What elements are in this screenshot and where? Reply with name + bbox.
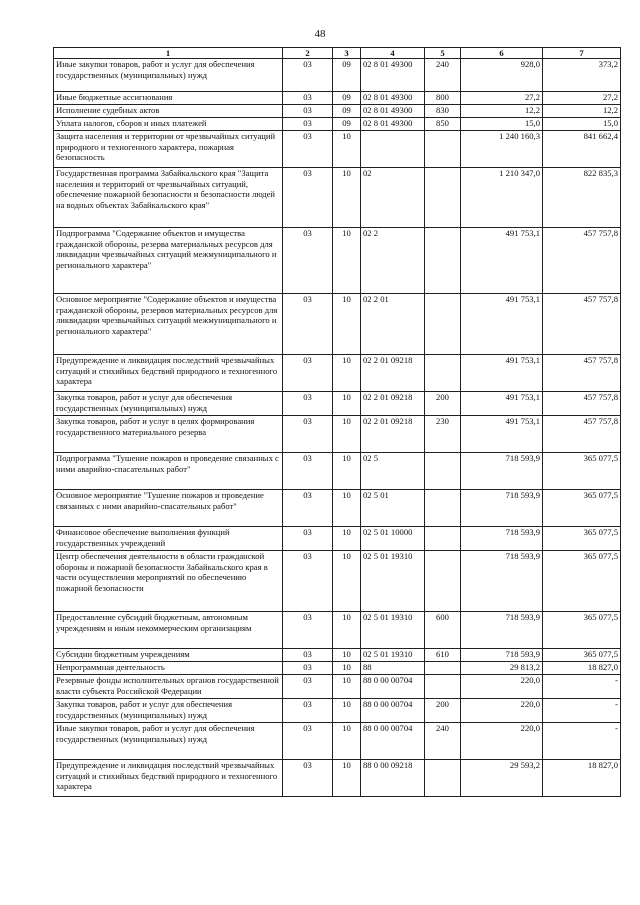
row-description: Закупка товаров, работ и услуг для обеспечения государственных (муниципальных) нужд bbox=[54, 699, 283, 723]
table-row bbox=[54, 294, 621, 355]
column-7-amount: 457 757,8 bbox=[543, 392, 621, 416]
column-3-code: 09 bbox=[333, 118, 361, 131]
row-description: Резервные фонды исполнительных органов государственной власти субъекта Российской Федерации bbox=[54, 675, 283, 699]
column-header: 7 bbox=[543, 48, 621, 59]
column-7-amount: 15,0 bbox=[543, 118, 621, 131]
column-7-amount: 365 077,5 bbox=[543, 649, 621, 662]
table-row bbox=[54, 392, 621, 416]
row-description: Субсидии бюджетным учреждениям bbox=[54, 649, 283, 662]
column-6-amount: 718 593,9 bbox=[461, 649, 543, 662]
column-4-code bbox=[361, 131, 425, 168]
row-description: Иные бюджетные ассигнования bbox=[54, 92, 283, 105]
column-6-amount: 12,2 bbox=[461, 105, 543, 118]
column-7-amount: 822 835,3 bbox=[543, 168, 621, 228]
column-4-code: 02 5 01 bbox=[361, 490, 425, 527]
column-6-amount: 718 593,9 bbox=[461, 527, 543, 551]
table-row bbox=[54, 355, 621, 392]
table-row bbox=[54, 760, 621, 797]
row-description: Иные закупки товаров, работ и услуг для обеспечения государственных (муниципальных) нужд bbox=[54, 723, 283, 760]
column-3-code: 10 bbox=[333, 131, 361, 168]
column-2-code: 03 bbox=[283, 662, 333, 675]
column-6-amount: 29 593,2 bbox=[461, 760, 543, 797]
column-6-amount: 29 813,2 bbox=[461, 662, 543, 675]
column-7-amount: 373,2 bbox=[543, 59, 621, 92]
column-3-code: 10 bbox=[333, 392, 361, 416]
column-6-amount: 220,0 bbox=[461, 699, 543, 723]
column-5-code bbox=[425, 294, 461, 355]
column-4-code: 02 2 01 bbox=[361, 294, 425, 355]
column-5-code: 600 bbox=[425, 612, 461, 649]
column-7-amount: 365 077,5 bbox=[543, 612, 621, 649]
column-3-code: 10 bbox=[333, 168, 361, 228]
column-7-amount: 841 662,4 bbox=[543, 131, 621, 168]
table-row bbox=[54, 612, 621, 649]
column-4-code: 02 5 01 19310 bbox=[361, 551, 425, 612]
column-5-code: 830 bbox=[425, 105, 461, 118]
column-3-code: 10 bbox=[333, 551, 361, 612]
column-7-amount: 365 077,5 bbox=[543, 490, 621, 527]
column-4-code: 02 2 bbox=[361, 228, 425, 294]
column-3-code: 10 bbox=[333, 612, 361, 649]
column-2-code: 03 bbox=[283, 228, 333, 294]
column-5-code: 200 bbox=[425, 392, 461, 416]
column-header: 2 bbox=[283, 48, 333, 59]
column-7-amount: - bbox=[543, 723, 621, 760]
column-3-code: 10 bbox=[333, 675, 361, 699]
column-6-amount: 1 240 160,3 bbox=[461, 131, 543, 168]
page-number: 48 bbox=[314, 28, 326, 40]
column-header: 4 bbox=[361, 48, 425, 59]
column-6-amount: 718 593,9 bbox=[461, 612, 543, 649]
column-2-code: 03 bbox=[283, 453, 333, 490]
column-4-code: 02 8 01 49300 bbox=[361, 118, 425, 131]
column-2-code: 03 bbox=[283, 168, 333, 228]
column-2-code: 03 bbox=[283, 92, 333, 105]
column-2-code: 03 bbox=[283, 675, 333, 699]
column-2-code: 03 bbox=[283, 612, 333, 649]
column-3-code: 10 bbox=[333, 649, 361, 662]
column-3-code: 10 bbox=[333, 760, 361, 797]
column-5-code bbox=[425, 490, 461, 527]
column-3-code: 10 bbox=[333, 228, 361, 294]
column-4-code: 88 0 00 00704 bbox=[361, 699, 425, 723]
column-7-amount: 18 827,0 bbox=[543, 760, 621, 797]
table-header-row bbox=[54, 48, 621, 59]
column-3-code: 10 bbox=[333, 527, 361, 551]
column-header: 3 bbox=[333, 48, 361, 59]
column-3-code: 10 bbox=[333, 294, 361, 355]
column-7-amount: - bbox=[543, 699, 621, 723]
column-5-code bbox=[425, 228, 461, 294]
column-5-code bbox=[425, 675, 461, 699]
column-6-amount: 1 210 347,0 bbox=[461, 168, 543, 228]
table-row bbox=[54, 551, 621, 612]
row-description: Подпрограмма "Тушение пожаров и проведение связанных с ними аварийно-спасательных работ" bbox=[54, 453, 283, 490]
column-2-code: 03 bbox=[283, 649, 333, 662]
row-description: Предоставление субсидий бюджетным, автономным учреждениям и иным некоммерческим организациям bbox=[54, 612, 283, 649]
column-3-code: 10 bbox=[333, 355, 361, 392]
column-3-code: 10 bbox=[333, 723, 361, 760]
column-2-code: 03 bbox=[283, 105, 333, 118]
column-6-amount: 491 753,1 bbox=[461, 355, 543, 392]
row-description: Подпрограмма "Содержание объектов и имущества гражданской обороны, резерва материальных ресурсов для ликвидации чрезвычайных ситуаций межмуниципального и регионального характера" bbox=[54, 228, 283, 294]
column-6-amount: 718 593,9 bbox=[461, 453, 543, 490]
column-5-code bbox=[425, 551, 461, 612]
column-2-code: 03 bbox=[283, 723, 333, 760]
table-row bbox=[54, 527, 621, 551]
column-5-code: 240 bbox=[425, 723, 461, 760]
column-7-amount: - bbox=[543, 675, 621, 699]
column-3-code: 10 bbox=[333, 662, 361, 675]
column-3-code: 10 bbox=[333, 416, 361, 453]
table-row bbox=[54, 118, 621, 131]
table-row bbox=[54, 490, 621, 527]
row-description: Предупреждение и ликвидация последствий чрезвычайных ситуаций и стихийных бедствий природного и техногенного характера bbox=[54, 760, 283, 797]
column-header: 1 bbox=[54, 48, 283, 59]
column-2-code: 03 bbox=[283, 355, 333, 392]
column-3-code: 10 bbox=[333, 699, 361, 723]
table-row bbox=[54, 723, 621, 760]
column-6-amount: 718 593,9 bbox=[461, 490, 543, 527]
column-7-amount: 457 757,8 bbox=[543, 228, 621, 294]
column-5-code bbox=[425, 662, 461, 675]
column-7-amount: 457 757,8 bbox=[543, 355, 621, 392]
table-row bbox=[54, 416, 621, 453]
column-2-code: 03 bbox=[283, 294, 333, 355]
column-5-code bbox=[425, 131, 461, 168]
column-6-amount: 928,0 bbox=[461, 59, 543, 92]
column-4-code: 02 bbox=[361, 168, 425, 228]
column-6-amount: 491 753,1 bbox=[461, 228, 543, 294]
column-3-code: 09 bbox=[333, 59, 361, 92]
table-row bbox=[54, 92, 621, 105]
column-6-amount: 718 593,9 bbox=[461, 551, 543, 612]
column-6-amount: 15,0 bbox=[461, 118, 543, 131]
table-row bbox=[54, 59, 621, 92]
column-4-code: 88 bbox=[361, 662, 425, 675]
column-7-amount: 12,2 bbox=[543, 105, 621, 118]
column-4-code: 88 0 00 09218 bbox=[361, 760, 425, 797]
table-row bbox=[54, 453, 621, 490]
row-description: Предупреждение и ликвидация последствий чрезвычайных ситуаций и стихийных бедствий природного и техногенного характера bbox=[54, 355, 283, 392]
column-6-amount: 220,0 bbox=[461, 723, 543, 760]
column-5-code bbox=[425, 527, 461, 551]
table-row bbox=[54, 649, 621, 662]
column-5-code: 610 bbox=[425, 649, 461, 662]
column-header: 6 bbox=[461, 48, 543, 59]
row-description: Исполнение судебных актов bbox=[54, 105, 283, 118]
column-5-code bbox=[425, 453, 461, 490]
column-4-code: 02 2 01 09218 bbox=[361, 392, 425, 416]
table-row bbox=[54, 105, 621, 118]
column-2-code: 03 bbox=[283, 416, 333, 453]
column-2-code: 03 bbox=[283, 490, 333, 527]
column-7-amount: 457 757,8 bbox=[543, 294, 621, 355]
column-2-code: 03 bbox=[283, 551, 333, 612]
column-6-amount: 27,2 bbox=[461, 92, 543, 105]
row-description: Защита населения и территории от чрезвычайных ситуаций природного и техногенного характера, пожарная безопасность bbox=[54, 131, 283, 168]
column-5-code bbox=[425, 760, 461, 797]
column-7-amount: 18 827,0 bbox=[543, 662, 621, 675]
table-row bbox=[54, 131, 621, 168]
column-5-code: 200 bbox=[425, 699, 461, 723]
column-4-code: 88 0 00 00704 bbox=[361, 723, 425, 760]
column-4-code: 02 2 01 09218 bbox=[361, 416, 425, 453]
row-description: Основное мероприятие "Тушение пожаров и проведение связанных с ними аварийно-спасательных работ" bbox=[54, 490, 283, 527]
column-2-code: 03 bbox=[283, 392, 333, 416]
column-2-code: 03 bbox=[283, 118, 333, 131]
column-3-code: 09 bbox=[333, 92, 361, 105]
column-5-code: 240 bbox=[425, 59, 461, 92]
column-2-code: 03 bbox=[283, 760, 333, 797]
column-5-code: 230 bbox=[425, 416, 461, 453]
table-row bbox=[54, 675, 621, 699]
row-description: Государственная программа Забайкальского края "Защита населения и территорий от чрезвычайных ситуаций, обеспечение пожарной безопасности и безопасности людей на водных объектах Забайкальского края" bbox=[54, 168, 283, 228]
row-description: Основное мероприятие "Содержание объектов и имущества гражданской обороны, резервов материальных ресурсов для ликвидации чрезвычайных ситуаций межмуниципального и регионального характера" bbox=[54, 294, 283, 355]
column-4-code: 02 5 bbox=[361, 453, 425, 490]
column-4-code: 02 8 01 49300 bbox=[361, 59, 425, 92]
row-description: Непрограммная деятельность bbox=[54, 662, 283, 675]
column-5-code bbox=[425, 168, 461, 228]
table-row bbox=[54, 699, 621, 723]
column-5-code: 850 bbox=[425, 118, 461, 131]
column-4-code: 02 5 01 19310 bbox=[361, 649, 425, 662]
row-description: Центр обеспечения деятельности в области гражданской обороны и пожарной безопасности Забайкальского края в части осуществления мероприятий по обеспечению пожарной безопасности bbox=[54, 551, 283, 612]
column-7-amount: 457 757,8 bbox=[543, 416, 621, 453]
column-7-amount: 365 077,5 bbox=[543, 453, 621, 490]
table-row bbox=[54, 228, 621, 294]
column-6-amount: 491 753,1 bbox=[461, 392, 543, 416]
column-7-amount: 365 077,5 bbox=[543, 551, 621, 612]
column-6-amount: 220,0 bbox=[461, 675, 543, 699]
column-4-code: 02 8 01 49300 bbox=[361, 105, 425, 118]
column-3-code: 09 bbox=[333, 105, 361, 118]
row-description: Закупка товаров, работ и услуг в целях формирования государственного материального резерва bbox=[54, 416, 283, 453]
column-2-code: 03 bbox=[283, 59, 333, 92]
column-3-code: 10 bbox=[333, 490, 361, 527]
table-row bbox=[54, 662, 621, 675]
row-description: Финансовое обеспечение выполнения функций государственных учреждений bbox=[54, 527, 283, 551]
column-7-amount: 27,2 bbox=[543, 92, 621, 105]
column-5-code: 800 bbox=[425, 92, 461, 105]
row-description: Иные закупки товаров, работ и услуг для обеспечения государственных (муниципальных) нужд bbox=[54, 59, 283, 92]
column-3-code: 10 bbox=[333, 453, 361, 490]
column-4-code: 02 5 01 10000 bbox=[361, 527, 425, 551]
column-header: 5 bbox=[425, 48, 461, 59]
column-2-code: 03 bbox=[283, 131, 333, 168]
column-4-code: 02 2 01 09218 bbox=[361, 355, 425, 392]
row-description: Закупка товаров, работ и услуг для обеспечения государственных (муниципальных) нужд bbox=[54, 392, 283, 416]
budget-table bbox=[53, 47, 621, 797]
column-6-amount: 491 753,1 bbox=[461, 416, 543, 453]
column-4-code: 02 8 01 49300 bbox=[361, 92, 425, 105]
table-row bbox=[54, 168, 621, 228]
column-6-amount: 491 753,1 bbox=[461, 294, 543, 355]
row-description: Уплата налогов, сборов и иных платежей bbox=[54, 118, 283, 131]
column-4-code: 02 5 01 19310 bbox=[361, 612, 425, 649]
column-5-code bbox=[425, 355, 461, 392]
column-2-code: 03 bbox=[283, 527, 333, 551]
column-4-code: 88 0 00 00704 bbox=[361, 675, 425, 699]
column-7-amount: 365 077,5 bbox=[543, 527, 621, 551]
column-2-code: 03 bbox=[283, 699, 333, 723]
